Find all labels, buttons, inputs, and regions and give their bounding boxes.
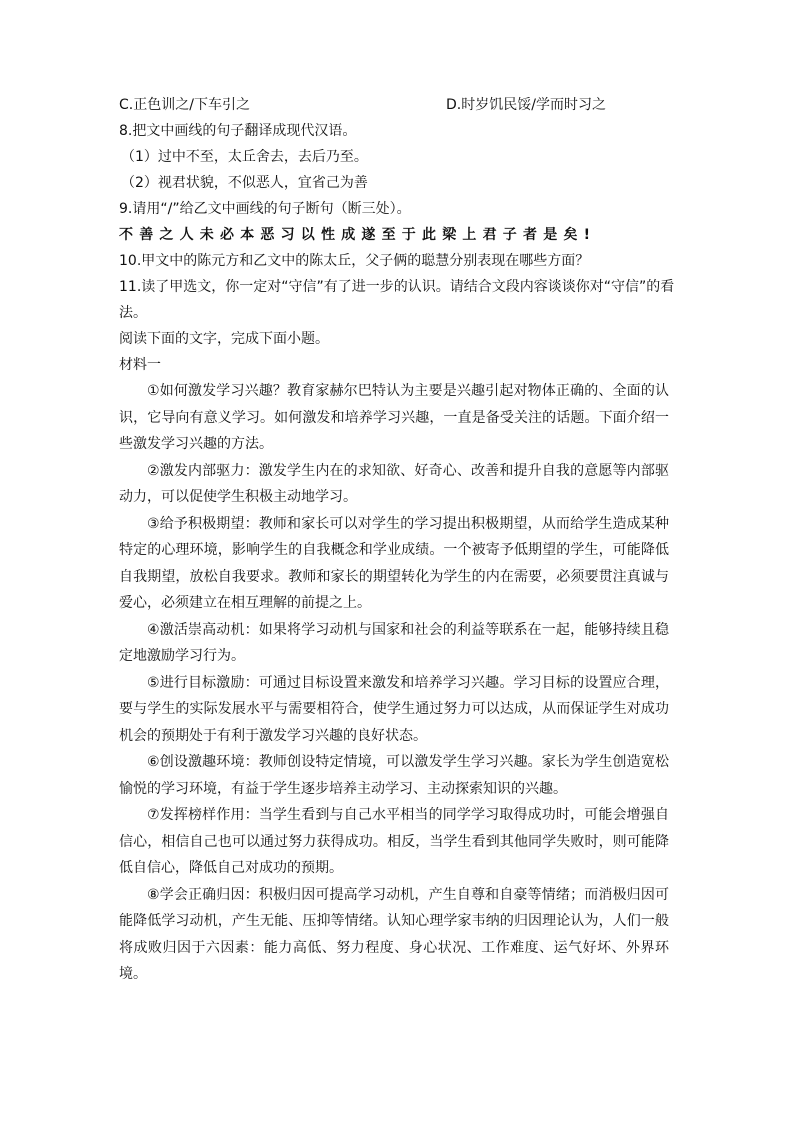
material-body (119, 378, 679, 988)
document-page (119, 92, 679, 988)
option-c: C.正色训之/下车引之 (119, 97, 250, 113)
reading-instruction: 阅读下面的文字，完成下面小题。 (119, 331, 329, 347)
material-title: 材料一 (119, 357, 161, 373)
question-8-sentence-1: （1）过中不至，太丘舍去，去后乃至。 (121, 149, 368, 165)
paragraph-8: ⑧学会正确归因：积极归因可提高学习动机，产生自尊和自豪等情绪；而消极归因可能降低学习动机，产生无能、压抑等情绪。认知心理学家韦纳的归因理论认为，人们一般将成败归因于六因素：能力高低、努力程度、身心状况、工作难度、运气好坏、外界环境。 (119, 886, 669, 982)
paragraph-1: ①如何激发学习兴趣？教育家赫尔巴特认为主要是兴趣引起对物体正确的、全面的认识，它导向有意义学习。如何激发和培养学习兴趣，一直是备受关注的话题。下面介绍一些激发学习兴趣的方法。 (119, 383, 669, 452)
paragraph-3: ③给予积极期望：教师和家长可以对学生的学习提出积极期望，从而给学生造成某种特定的心理环境，影响学生的自我概念和学业成绩。一个被寄予低期望的学生，可能降低自我期望，放松自我要求。教师和家长的期望转化为学生的内在需要，必须要贯注真诚与爱心，必须建立在相互理解的前提之上。 (119, 515, 669, 611)
question-9-stem: 9.请用“/”给乙文中画线的句子断句（断三处）。 (119, 201, 411, 217)
question-11: 11.读了甲选文，你一定对“守信”有了进一步的认识。请结合文段内容谈谈你对“守信”的看法。 (119, 279, 675, 321)
paragraph-6: ⑥创设激趣环境：教师创设特定情境，可以激发学生学习兴趣。家长为学生创造宽松愉悦的学习环境，有益于学生逐步培养主动学习、主动探索知识的兴趣。 (119, 754, 669, 797)
paragraph-7: ⑦发挥榜样作用：当学生看到与自己水平相当的同学学习取得成功时，可能会增强自信心，相信自己也可以通过努力获得成功。相反，当学生看到其他同学失败时，则可能降低自信心，降低自己对成功的预期。 (119, 807, 669, 876)
option-d: D.时岁饥民馁/学而时习之 (446, 97, 606, 113)
answer-options-row (119, 92, 679, 118)
question-8-sentence-2: （2）视君状貌，不似恶人，宜省己为善 (121, 175, 368, 191)
paragraph-2: ②激发内部驱力：激发学生内在的求知欲、好奇心、改善和提升自我的意愿等内部驱动力，可以促使学生积极主动地学习。 (119, 462, 669, 505)
question-10: 10.甲文中的陈元方和乙文中的陈太丘，父子俩的聪慧分别表现在哪些方面？ (119, 253, 590, 269)
question-9-sentence: 不善之人未必本恶习以性成遂至于此梁上君子者是矣! (119, 227, 597, 243)
question-8-stem: 8.把文中画线的句子翻译成现代汉语。 (119, 123, 357, 139)
paragraph-4: ④激活崇高动机：如果将学习动机与国家和社会的利益等联系在一起，能够持续且稳定地激励学习行为。 (119, 621, 669, 664)
paragraph-5: ⑤进行目标激励：可通过目标设置来激发和培养学习兴趣。学习目标的设置应合理，要与学生的实际发展水平与需要相符合，使学生通过努力可以达成，从而保证学生对成功机会的预期处于有利于激发学习兴趣的良好状态。 (119, 674, 669, 744)
